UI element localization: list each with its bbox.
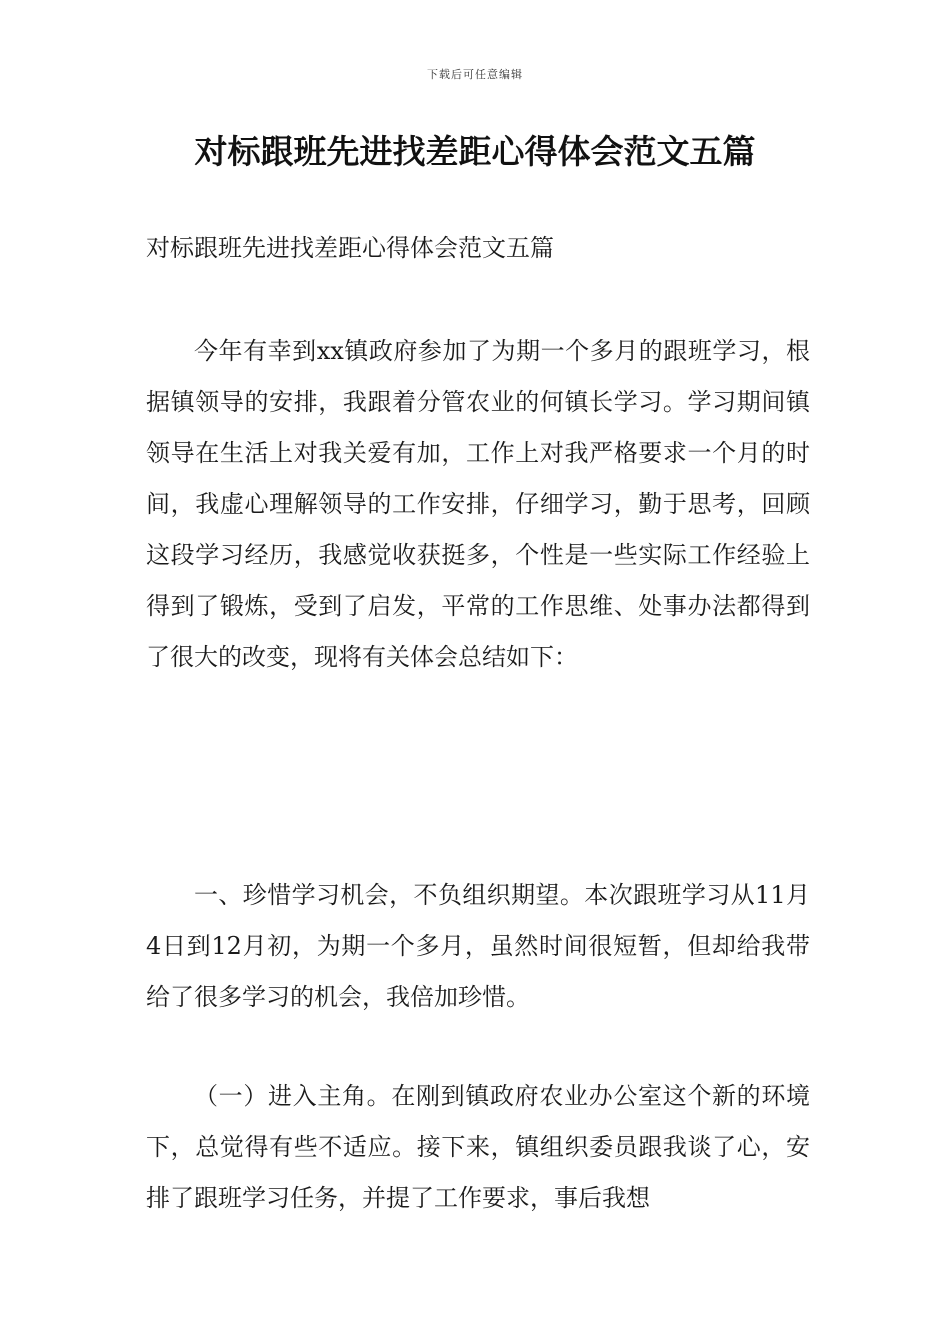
paragraph-intro: 今年有幸到xx镇政府参加了为期一个多月的跟班学习，根据镇领导的安排，我跟着分管农业的何镇长学习。学习期间镇领导在生活上对我关爱有加，工作上对我严格要求一个月的时间，我虚心理解领导的工作安排，仔细学习，勤于思考，回顾这段学习经历，我感觉收获挺多，个性是一些实际工作经验上得到了锻炼，受到了启发，平常的工作思维、处事办法都得到了很大的改变，现将有关体会总结如下： [146,337,810,671]
document-title: 对标跟班先进找差距心得体会范文五篇 [194,132,756,171]
paragraph-subsection-one: （一）进入主角。在刚到镇政府农业办公室这个新的环境下，总觉得有些不适应。接下来，镇组织委员跟我谈了心，安排了跟班学习任务，并提了工作要求，事后我想 [146,1082,810,1212]
paragraph-section-one: 一、珍惜学习机会，不负组织期望。本次跟班学习从11月4日到12月初，为期一个多月，虽然时间很短暂，但却给我带给了很多学习的机会，我倍加珍惜。 [146,881,810,1011]
document-subtitle: 对标跟班先进找差距心得体会范文五篇 [146,234,554,262]
header-note: 下载后可任意编辑 [427,68,523,81]
